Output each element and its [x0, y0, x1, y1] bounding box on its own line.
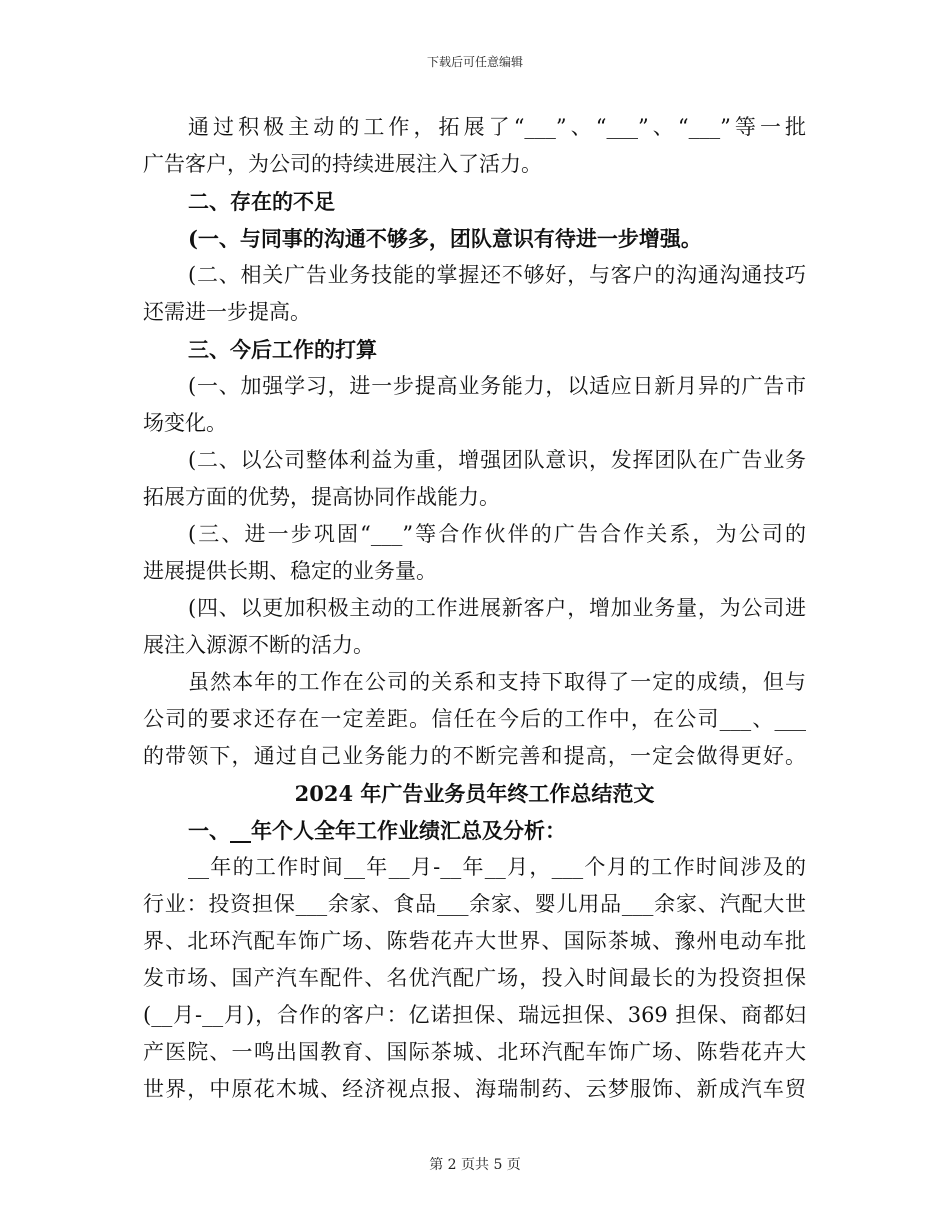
paragraph-line: 行业：投资担保___余家、食品___余家、婴儿用品___余家、汽配大世: [143, 892, 806, 916]
paragraph-line: 还需进一步提高。: [143, 300, 311, 324]
paragraph-line: 拓展方面的优势，提高协同作战能力。: [143, 485, 500, 509]
paragraph-line: (一、加强学习，进一步提高业务能力，以适应日新月异的广告市: [188, 374, 806, 398]
paragraph-line: 进展提供长期、稳定的业务量。: [143, 559, 437, 583]
page-number: 第 2 页共 5 页: [429, 1157, 521, 1173]
paragraph-line: 通过积极主动的工作，拓展了“___”、“___”、“___”等一批: [188, 115, 806, 139]
paragraph-line: (三、进一步巩固“___”等合作伙伴的广告合作关系，为公司的: [188, 522, 806, 546]
section-heading: 一、__年个人全年工作业绩汇总及分析：: [188, 818, 566, 843]
paragraph-line: 场变化。: [143, 411, 227, 435]
paragraph-line: 广告客户，为公司的持续进展注入了活力。: [143, 152, 542, 176]
paragraph-line: __年的工作时间__年__月-__年__月，___个月的工作时间涉及的: [188, 855, 806, 879]
paragraph-line: 发市场、国产汽车配件、名优汽配广场，投入时间最长的为投资担保: [143, 966, 806, 990]
paragraph-line: (四、以更加积极主动的工作进展新客户，增加业务量，为公司进: [188, 596, 806, 620]
paragraph-line: (二、以公司整体利益为重，增强团队意识，发挥团队在广告业务: [188, 448, 806, 472]
paragraph-line: 的带领下，通过自己业务能力的不断完善和提高，一定会做得更好。: [143, 744, 806, 768]
paragraph-line: 产医院、一鸣出国教育、国际茶城、北环汽配车饰广场、陈砦花卉大: [143, 1040, 806, 1064]
paragraph-line: 世界，中原花木城、经济视点报、海瑞制药、云梦服饰、新成汽车贸: [143, 1077, 806, 1101]
paragraph-line: 虽然本年的工作在公司的关系和支持下取得了一定的成绩，但与: [188, 670, 806, 694]
subsection-heading: (一、与同事的沟通不够多，团队意识有待进一步增强。: [188, 226, 702, 251]
paragraph-line: 展注入源源不断的活力。: [143, 633, 374, 657]
page-header-note: 下载后可任意编辑: [426, 55, 523, 69]
paragraph-line: (__月-__月)，合作的客户：亿诺担保、瑞远担保、369 担保、商都妇: [143, 1003, 806, 1027]
paragraph-line: (二、相关广告业务技能的掌握还不够好，与客户的沟通沟通技巧: [188, 263, 806, 287]
document-title: 2024 年广告业务员年终工作总结范文: [294, 781, 655, 806]
section-heading: 三、今后工作的打算: [188, 337, 377, 362]
section-heading: 二、存在的不足: [188, 189, 335, 214]
paragraph-line: 界、北环汽配车饰广场、陈砦花卉大世界、国际茶城、豫州电动车批: [143, 929, 806, 953]
paragraph-line: 公司的要求还存在一定差距。信任在今后的工作中，在公司___、___: [143, 707, 806, 731]
document-body: [143, 109, 806, 1108]
